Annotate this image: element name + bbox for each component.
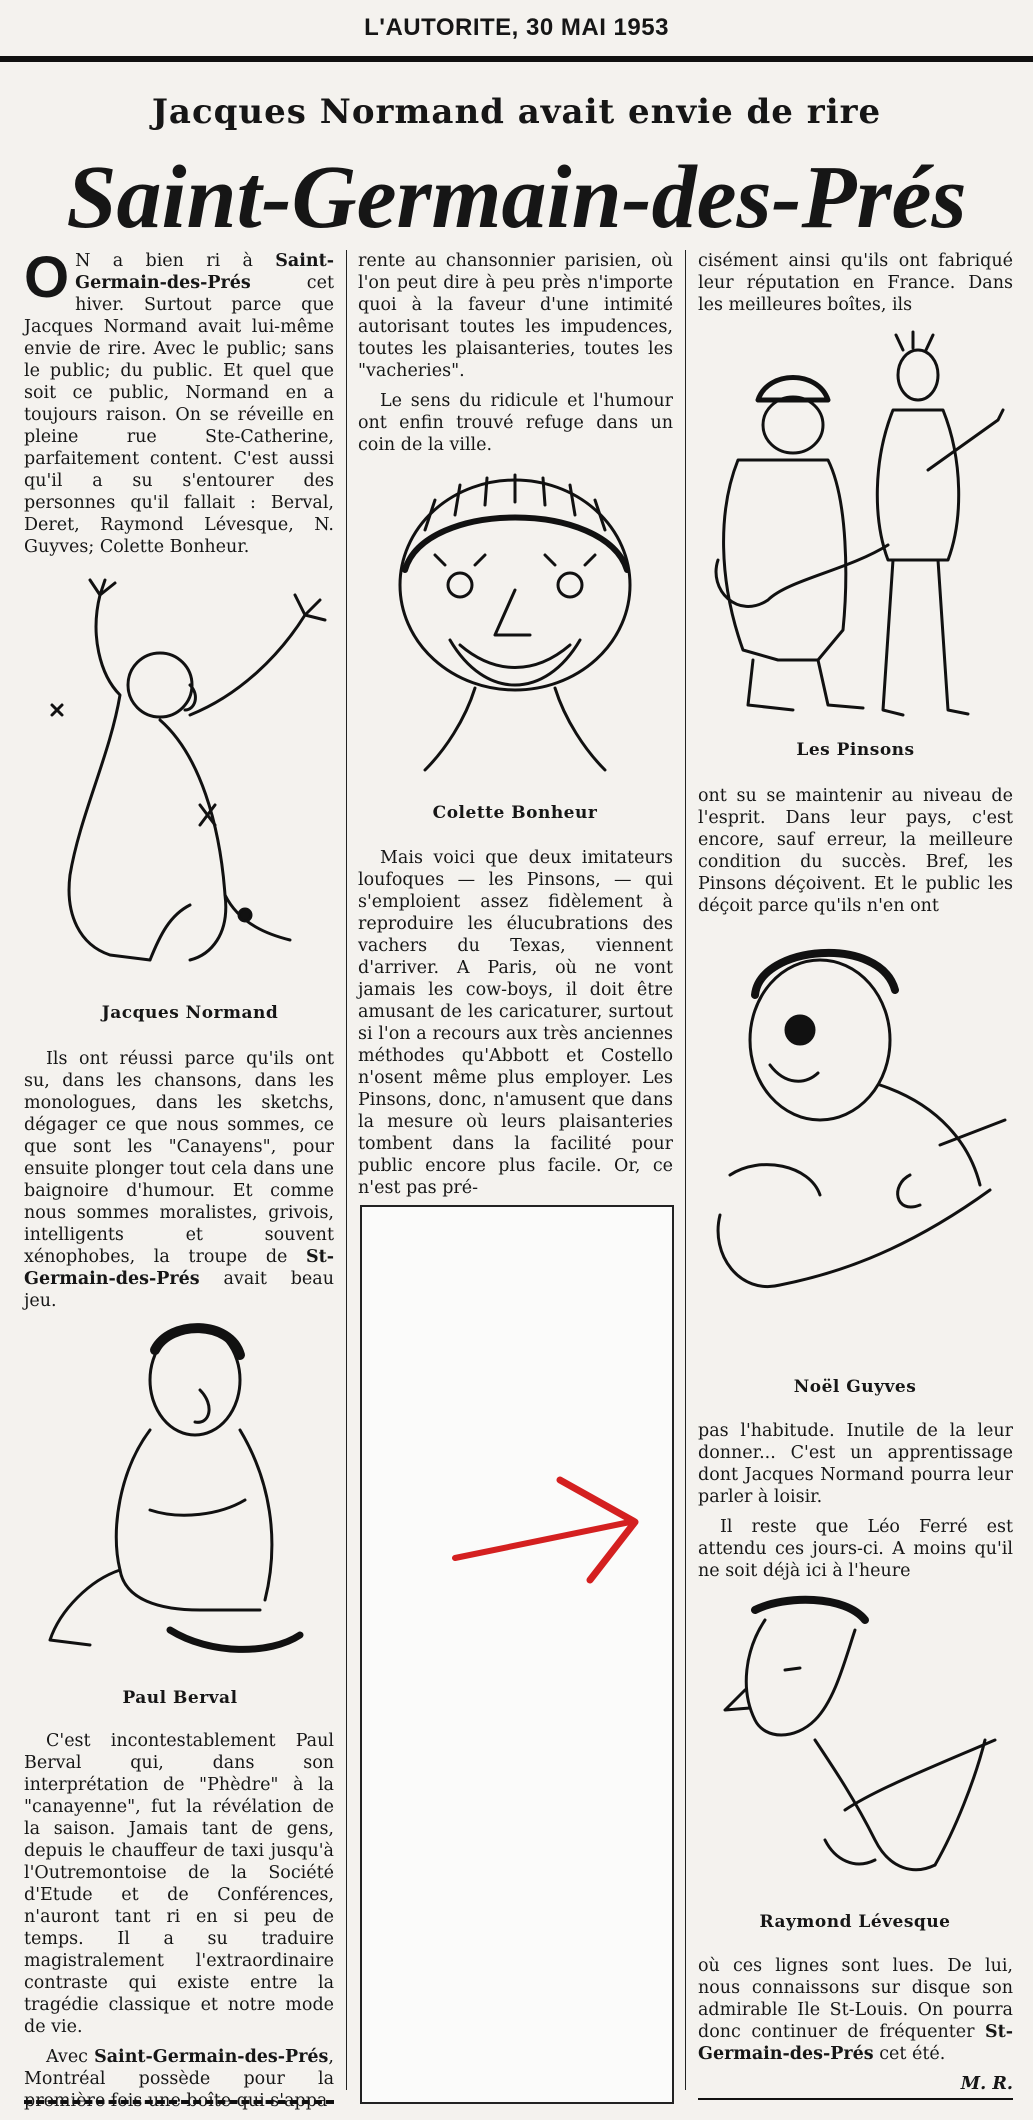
caption-raymond-levesque: Raymond Lévesque [759,1912,951,1932]
column-3-top [698,250,1013,324]
drop-cap: O [24,245,70,310]
caption-les-pinsons: Les Pinsons [796,740,915,760]
caption-colette-bonheur: Colette Bonheur [432,803,598,823]
kicker-headline: Jacques Normand avait envie de rire [151,92,882,132]
blank-ad-box [360,1205,674,2104]
paragraph-avec: Avec Saint-Germain-des-Prés, Montréal possède pour la première fois une boîte qui s'appa- [24,2047,334,2111]
caption-paul-berval: Paul Berval [122,1688,238,1708]
paragraph-chansonnier: rente au chansonnier parisien, où l'on peut dire à peu près n'importe quoi à la faveur d'une intimité autorisant toutes les impudences, toutes les plaisanteries, toutes les "vacheries". [358,251,673,381]
column-3-middle [698,785,1013,925]
paragraph-intro: O N a bien ri à Saint-Germain-des-Prés cet hiver. Surtout parce que Jacques Normand avait lui-même envie de rire. Avec le public; sans le public; du public. Et quel que soit ce public, Normand en a toujours raison. On se réveille en pleine rue Ste-Catherine, parfaitement content. C'est aussi qu'il a su s'entourer des personnes qu'il fallait : Berval, Deret, Raymond Lévesque, N. Guyves; Colette Bonheur. [24,245,334,557]
column-3-bottom-rule [698,2098,1013,2100]
column-rule-1 [346,250,347,2090]
column-1-bottom-rule [24,2100,334,2108]
masthead: L'AUTORITE, 30 MAI 1953 [364,14,669,41]
masthead-rule [0,56,1033,62]
column-3-bottom [698,1955,1013,2095]
column-2-top [358,250,673,464]
paragraph-leo-ferre: Il reste que Léo Ferré est attendu ces jours-ci. A moins qu'il ne soit déjà ici à l'heure [698,1517,1013,1581]
illustration-paul-berval [30,1310,330,1670]
paragraph-berval: C'est incontestablement Paul Berval qui, dans son interprétation de "Phèdre" à la "canayenne", fut la révélation de la saison. Jamais tant de gens, depuis le chauffeur de taxi jusqu'à l'Outremontoise de la Société d'Etude et de Conférences, n'auront tant ri en si peu de temps. Il a su traduire magistralement l'extraordinaire contraste qui existe entre la tragédie classique et notre mode de vie. [24,1731,334,2037]
column-1-bottom [24,1730,334,2120]
red-arrow [450,1470,660,1590]
caption-noel-guyves: Noël Guyves [793,1377,917,1397]
column-rule-2 [685,250,686,2090]
illustration-noel-guyves [700,935,1010,1345]
paragraph-pinsons: Mais voici que deux imitateurs loufoques — les Pinsons, — qui s'emploient assez fidèlement à reproduire les élucubrations des vachers du Texas, viennent d'arriver. A Paris, où ne vont jamais les cow-boys, il doit être amusant de les caricaturer, surtout si l'on a recours aux très anciennes méthodes qu'Abbott et Costello n'osent même plus employer. Les Pinsons, donc, n'amusent que dans la mesure où leurs plaisanteries tombent dans la facilité pour public encore plus facile. Or, ce n'est pas pré- [358,848,673,1198]
paragraph-ridicule: Le sens du ridicule et l'humour ont enfin trouvé refuge dans un coin de la ville. [358,391,673,455]
paragraph-reputation: cisément ainsi qu'ils ont fabriqué leur réputation en France. Dans les meilleures boîtes, ils [698,251,1013,315]
column-1-top [24,245,334,566]
illustration-jacques-normand [40,575,340,985]
paragraph-esprit: ont su se maintenir au niveau de l'esprit. Dans leur pays, c'est encore, sauf erreur, la meilleure condition du succès. Bref, les Pinsons déçoivent. Et le public les déçoit parce qu'ils n'en ont [698,786,1013,916]
paragraph-canayens: Ils ont réussi parce qu'ils ont su, dans les chansons, dans les monologues, dans les sketchs, dégager ce que nous sommes, ce que sont les "Canayens", pour ensuite plonger tout cela dans une baignoire d'humour. Et comme nous sommes moralistes, grivois, intelligents et souvent xénophobes, la troupe de St-Germain-des-Prés avait beau jeu. [24,1049,334,1311]
main-headline: Saint-Germain-des-Prés [66,148,967,247]
caption-jacques-normand: Jacques Normand [101,1003,279,1023]
illustration-les-pinsons [698,330,1013,725]
column-3-lower [698,1420,1013,1590]
column-2-middle [358,847,673,1207]
paragraph-ile-st-louis: où ces lignes sont lues. De lui, nous connaissons sur disque son admirable Ile St-Louis. On pourra donc continuer de fréquenter St-Germain-des-Prés cet été. [698,1956,1013,2064]
author-signature: M. R. [960,2074,1013,2094]
illustration-colette-bonheur [365,460,665,790]
illustration-raymond-levesque [705,1590,1005,1890]
column-1-middle [24,1048,334,1320]
paragraph-habitude: pas l'habitude. Inutile de la leur donner... C'est un apprentissage dont Jacques Normand pourra leur parler à loisir. [698,1421,1013,1507]
